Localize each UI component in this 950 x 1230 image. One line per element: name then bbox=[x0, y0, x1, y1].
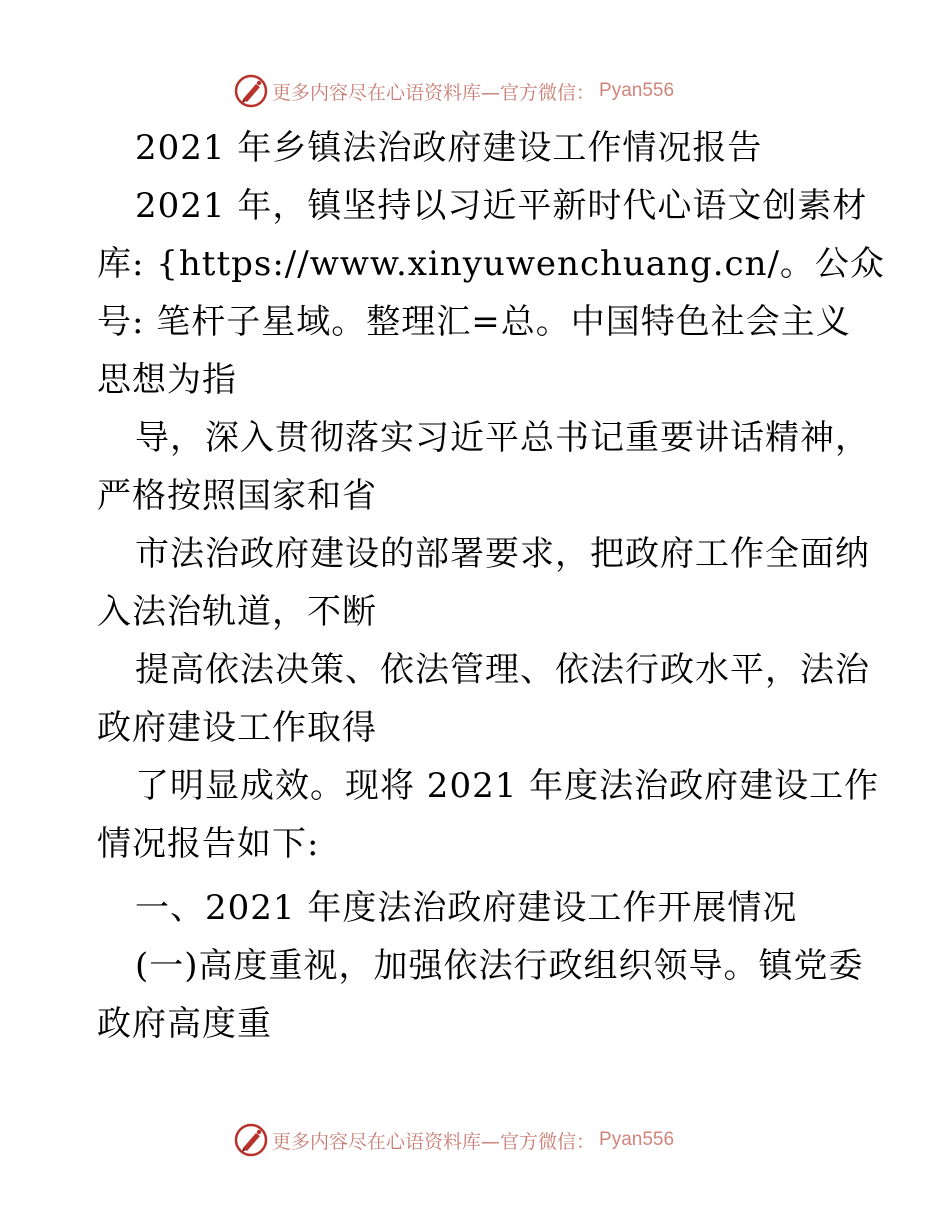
paragraph-line: 号: 笔杆子星域。整理汇=总。中国特色社会主义 bbox=[97, 302, 851, 342]
paragraph-line: 导，深入贯彻落实习近平总书记重要讲话精神， bbox=[135, 418, 870, 458]
header-watermark bbox=[234, 73, 674, 109]
footer-watermark bbox=[234, 1122, 674, 1158]
paragraph-line: 政府高度重 bbox=[97, 1004, 272, 1044]
paragraph-line: 思想为指 bbox=[97, 360, 237, 400]
paragraph-line: 严格按照国家和省 bbox=[97, 476, 377, 516]
pen-logo-icon bbox=[234, 74, 268, 108]
watermark-text: 更多内容尽在心语资料库—官方微信： bbox=[272, 81, 596, 104]
paragraph-line: 提高依法决策、依法管理、依法行政水平，法治 bbox=[135, 650, 870, 690]
pen-logo-icon bbox=[234, 1123, 268, 1157]
paragraph-line: 政府建设工作取得 bbox=[97, 708, 377, 748]
watermark-wechat-id: Pyan556 bbox=[599, 1129, 675, 1150]
paragraph-line: 库: {https://www.xinyuwenchuang.cn/。公众 bbox=[97, 244, 885, 284]
paragraph-line: 入法治轨道，不断 bbox=[97, 592, 377, 632]
paragraph-line: 市法治政府建设的部署要求，把政府工作全面纳 bbox=[135, 534, 870, 574]
paragraph-line: 情况报告如下: bbox=[97, 824, 320, 864]
document-title: 2021 年乡镇法治政府建设工作情况报告 bbox=[135, 128, 763, 168]
section-heading: 一、2021 年度法治政府建设工作开展情况 bbox=[135, 888, 798, 928]
watermark-text: 更多内容尽在心语资料库—官方微信： bbox=[272, 1130, 596, 1153]
paragraph-line: 2021 年，镇坚持以习近平新时代心语文创素材 bbox=[135, 186, 868, 226]
paragraph-line: (一)高度重视，加强依法行政组织领导。镇党委 bbox=[135, 946, 864, 986]
paragraph-line: 了明显成效。现将 2021 年度法治政府建设工作 bbox=[135, 766, 880, 806]
watermark-wechat-id: Pyan556 bbox=[599, 80, 675, 101]
